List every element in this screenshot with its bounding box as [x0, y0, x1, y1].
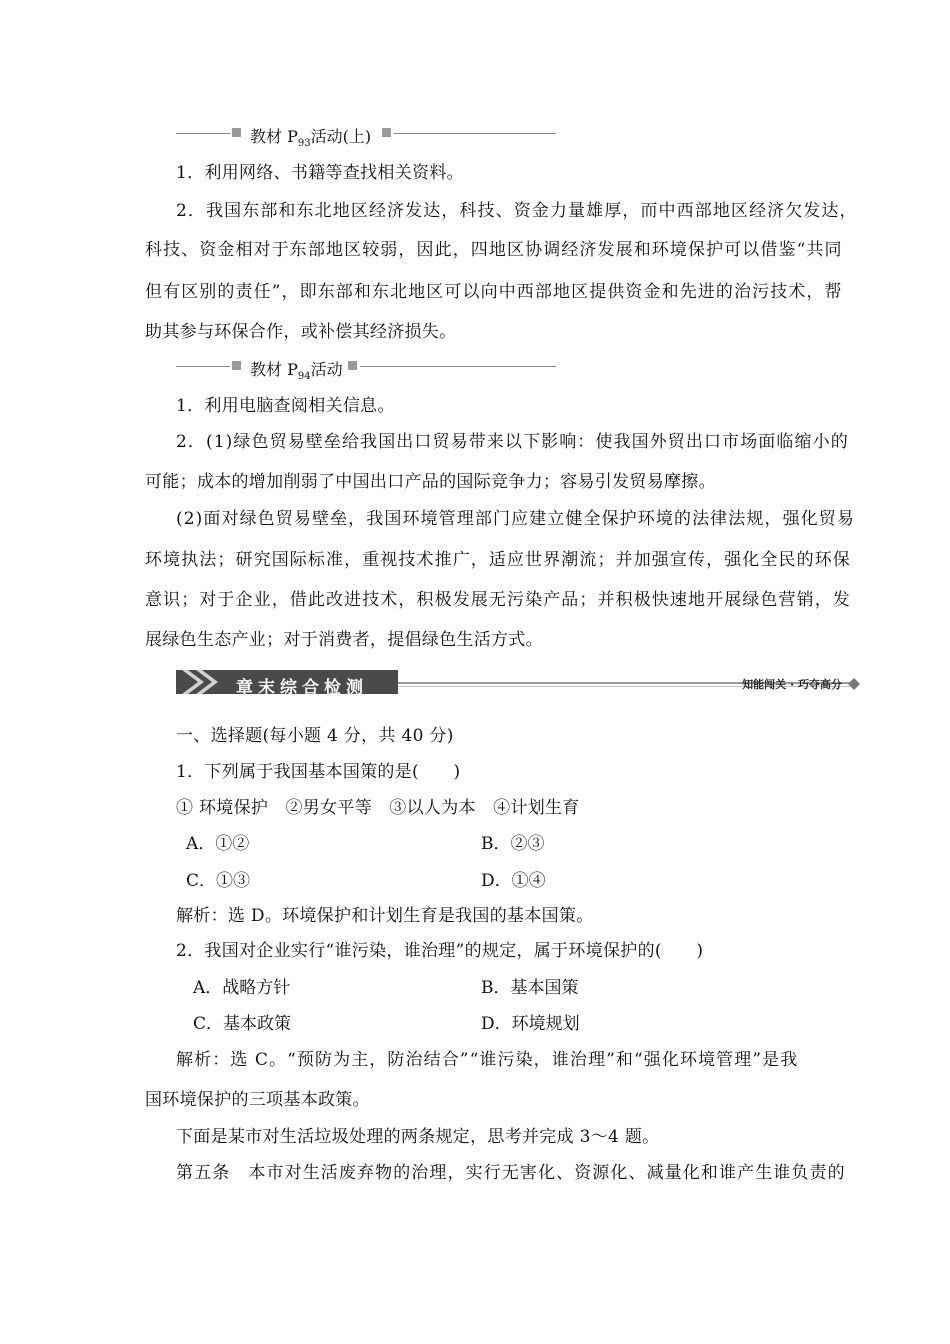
banner-title: 章末综合检测: [236, 678, 368, 698]
q1-stem: 1．下列属于我国基本国策的是( ): [176, 762, 461, 782]
passage-article-5: 第五条 本市对生活废弃物的治理，实行无害化、资源化、减量化和谁产生谁负责的: [176, 1163, 846, 1183]
section1-line-4: 但有区别的责任”，即东部和东北地区可以向中西部地区提供资金和先进的治污技术，帮: [145, 282, 843, 302]
section1-line-3: 科技、资金相对于东部地区较弱，因此，四地区协调经济发展和环境保护可以借鉴“共同: [145, 240, 843, 260]
q2-stem: 2．我国对企业实行“谁污染，谁治理”的规定，属于环境保护的( ): [176, 941, 704, 961]
passage-intro: 下面是某市对生活垃圾处理的两条规定，思考并完成 3～4 题。: [176, 1127, 660, 1147]
section2-line-3: 可能；成本的增加削弱了中国出口产品的国际竞争力；容易引发贸易摩擦。: [145, 472, 716, 492]
header-square-right: [382, 128, 391, 137]
header-square-left: [232, 128, 241, 137]
q2-option-a: A．战略方针: [193, 978, 291, 998]
q1-option-a: A．①②: [186, 834, 250, 854]
q2-analysis-line-1: 解析：选 C。“预防为主，防治结合”“谁污染，谁治理”和“强化环境管理”是我: [176, 1050, 799, 1070]
section2-line-2: 2．(1)绿色贸易壁垒给我国出口贸易带来以下影响：使我国外贸出口市场面临缩小的: [176, 432, 849, 452]
section-header-p93: [176, 124, 556, 150]
exercise-heading: 一、选择题(每小题 4 分，共 40 分): [176, 726, 454, 746]
header-square-left: [232, 361, 241, 370]
q1-analysis: 解析：选 D。环境保护和计划生育是我国的基本国策。: [176, 906, 594, 926]
section1-line-5: 助其参与环保合作，或补偿其经济损失。: [145, 322, 457, 342]
q1-items: ① 环境保护 ②男女平等 ③以人为本 ④计划生育: [176, 798, 580, 818]
q1-option-c: C．①③: [186, 871, 251, 891]
section2-line-7: 展绿色生态产业；对于消费者，提倡绿色生活方式。: [145, 630, 543, 650]
header-square-right: [348, 361, 357, 370]
chapter-review-banner: [176, 668, 866, 698]
header-rule-left: [176, 366, 230, 367]
section2-line-6: 意识；对于企业，借此改进技术，积极发展无污染产品；并积极快速地开展绿色营销，发: [145, 590, 851, 610]
section-title-p94: 教材 $P_{94}$活动: [250, 360, 343, 383]
q2-analysis-line-2: 国环境保护的三项基本政策。: [145, 1090, 370, 1110]
section1-line-1: 1．利用网络、书籍等查找相关资料。: [176, 163, 464, 183]
section2-line-5: 环境执法；研究国际标准，重视技术推广，适应世界潮流；并加强宣传，强化全民的环保: [145, 550, 851, 570]
section-title-p93: 教材 $P_{93}$活动(上): [250, 127, 372, 150]
q1-option-b: B．②③: [481, 834, 545, 854]
section2-line-1: 1．利用电脑查阅相关信息。: [176, 396, 395, 416]
header-rule-left: [176, 133, 230, 134]
section2-line-4: (2)面对绿色贸易壁垒，我国环境管理部门应建立健全保护环境的法律法规，强化贸易: [176, 509, 855, 529]
header-rule-right: [360, 366, 556, 367]
banner-subtitle: 知能闯关 · 巧夺高分: [742, 678, 842, 691]
section-header-p94: [176, 357, 556, 383]
header-rule-right: [394, 133, 556, 134]
q2-option-d: D．环境规划: [481, 1014, 580, 1034]
q2-option-b: B．基本国策: [481, 978, 579, 998]
q1-option-d: D．①④: [481, 871, 546, 891]
q2-option-c: C．基本政策: [193, 1014, 292, 1034]
section1-line-2: 2．我国东部和东北地区经济发达，科技、资金力量雄厚，而中西部地区经济欠发达，: [176, 201, 858, 221]
